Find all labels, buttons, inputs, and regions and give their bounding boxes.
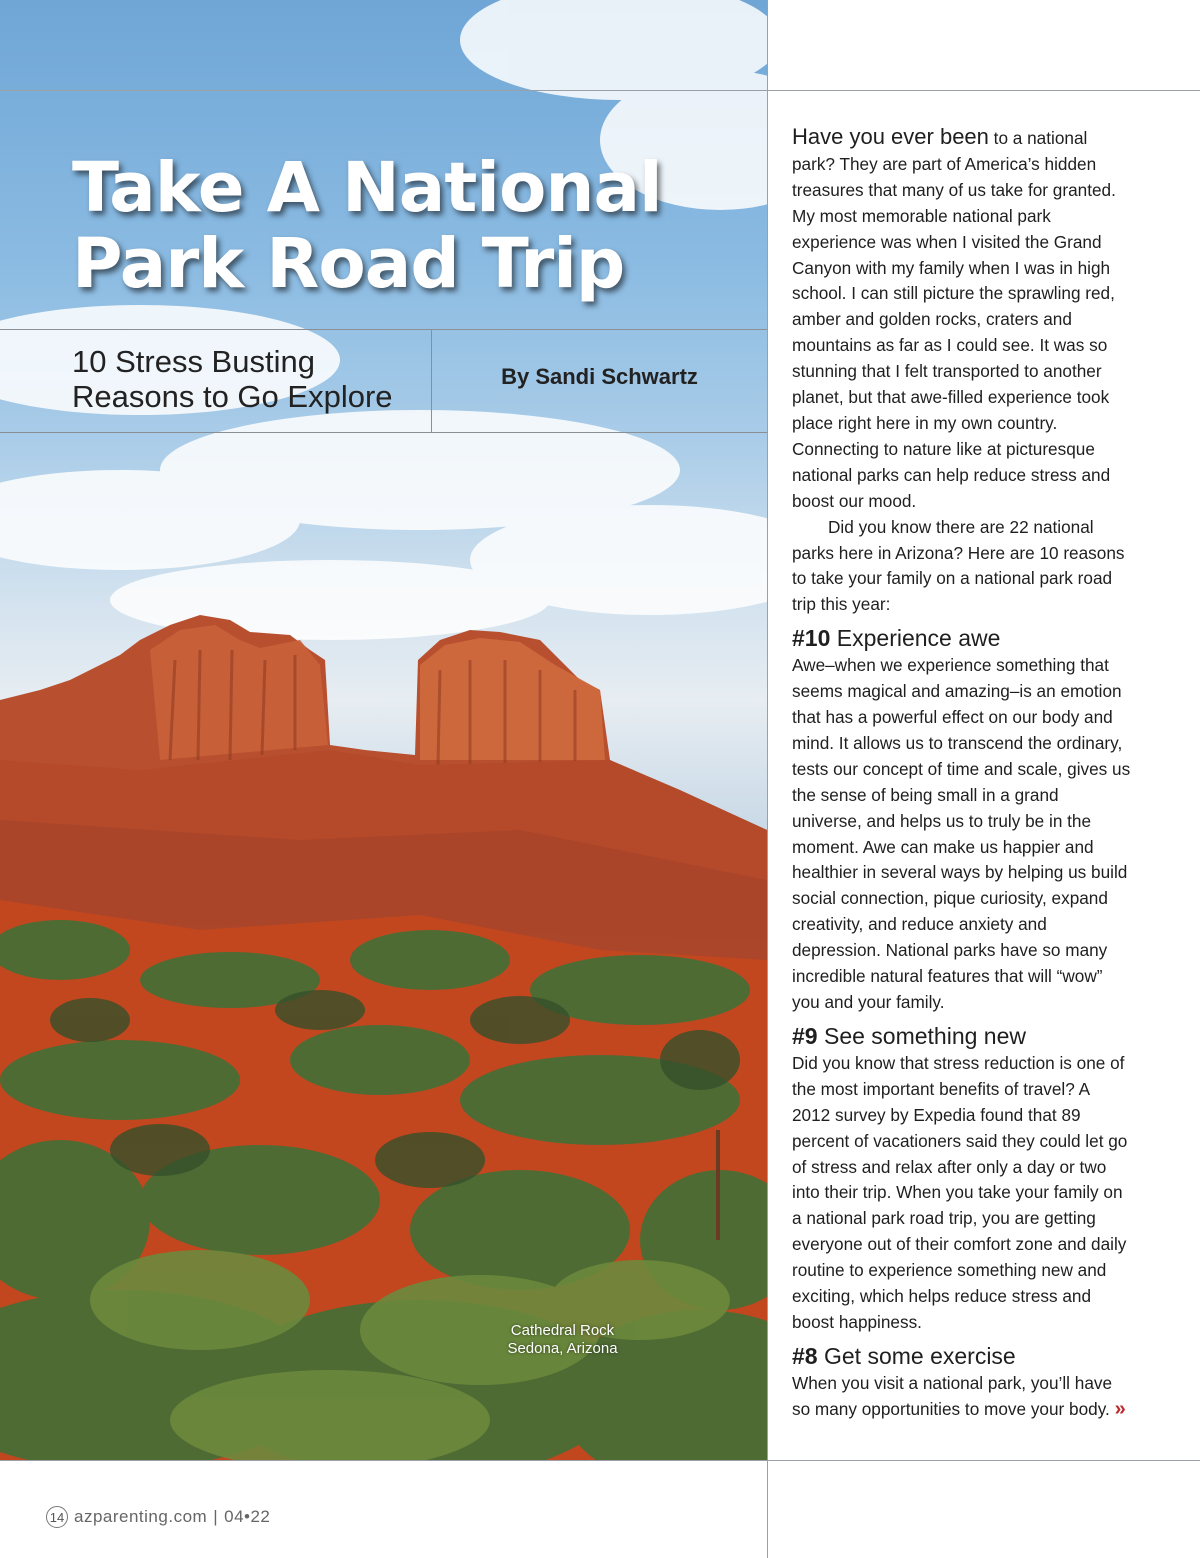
section-title: See something new (817, 1022, 1026, 1049)
article-subtitle: 10 Stress Busting Reasons to Go Explore (72, 344, 393, 414)
section-text-9: Did you know that stress reduction is one of the most important benefits of travel? A 2012 survey by Expedia found that 89 percent of vacationers said they could let go of stress and relax after only a day or two into their trip. When you take your family on a national park road trip, you are getting everyone out of their comfort zone and daily routine to experience something new and exciting, which helps reduce stress and boost happiness. (792, 1052, 1128, 1332)
clouds (0, 0, 767, 640)
byline: By Sandi Schwartz (501, 364, 698, 389)
section-number: #8 (792, 1342, 818, 1369)
caption-line-2: Sedona, Arizona (507, 1340, 618, 1357)
intro-text: to a national park? They are part of America’s hidden treasures that many of us take for granted. My most memorable national park experience was when I visited the Grand Canyon with my family when I was in high school. I can still picture the sprawling red, amber and golden rocks, craters and mountains as far as I could see. It was so stunning that I felt transported to another planet, but that awe-filled experience took place right here in my own country. Connecting to nature like at picturesque national parks can help reduce stress and boost our mood. (792, 128, 1116, 511)
section-heading-10 (792, 624, 1132, 653)
section-text-8 (792, 1371, 1132, 1423)
title-rule-top (0, 329, 767, 330)
issue-date: 04•22 (224, 1507, 271, 1526)
bottom-rule (0, 1460, 1200, 1461)
section-text-10: Awe–when we experience something that seems magical and amazing–is an emotion that has a powerful effect on our body and mind. It allows us to transcend the ordinary, tests our concept of time and scale, gives us the sense of being small in a grand universe, and helps us to truly be in the moment. Awe can make us happier and healthier in several ways by helping us build social connection, pique curiosity, expand creativity, and reduce anxiety and depression. National parks have so many incredible natural features that will “wow” you and your family. (792, 655, 1131, 1012)
section-heading-8 (792, 1342, 1132, 1371)
page-footer (46, 1506, 270, 1528)
section-title: Experience awe (830, 625, 1001, 652)
intro-paragraph-2: Did you know there are 22 national parks here in Arizona? Here are 10 reasons to take your family on a national park road trip this year: (792, 516, 1125, 615)
footer-separator: | (213, 1507, 219, 1526)
section-heading-9 (792, 1022, 1132, 1051)
section-number: #9 (792, 1022, 818, 1049)
article-body (792, 124, 1132, 1423)
title-rule-bottom (0, 432, 767, 433)
caption-line-1: Cathedral Rock (510, 1322, 615, 1339)
page-number: 14 (46, 1506, 68, 1528)
column-divider (767, 0, 768, 1558)
section-text-8-body: When you visit a national park, you’ll have so many opportunities to move your body. (792, 1372, 1115, 1419)
site-name: azparenting.com (74, 1507, 208, 1526)
photo-caption (480, 1322, 645, 1358)
continue-arrow-icon: » (1114, 1397, 1126, 1420)
lead-in: Have you ever been (792, 124, 989, 149)
article-title: Take A National Park Road Trip (72, 148, 662, 304)
section-title: Get some exercise (817, 1342, 1016, 1369)
intro-paragraph (792, 124, 1132, 515)
top-rule (0, 90, 1200, 91)
section-number: #10 (792, 625, 831, 652)
